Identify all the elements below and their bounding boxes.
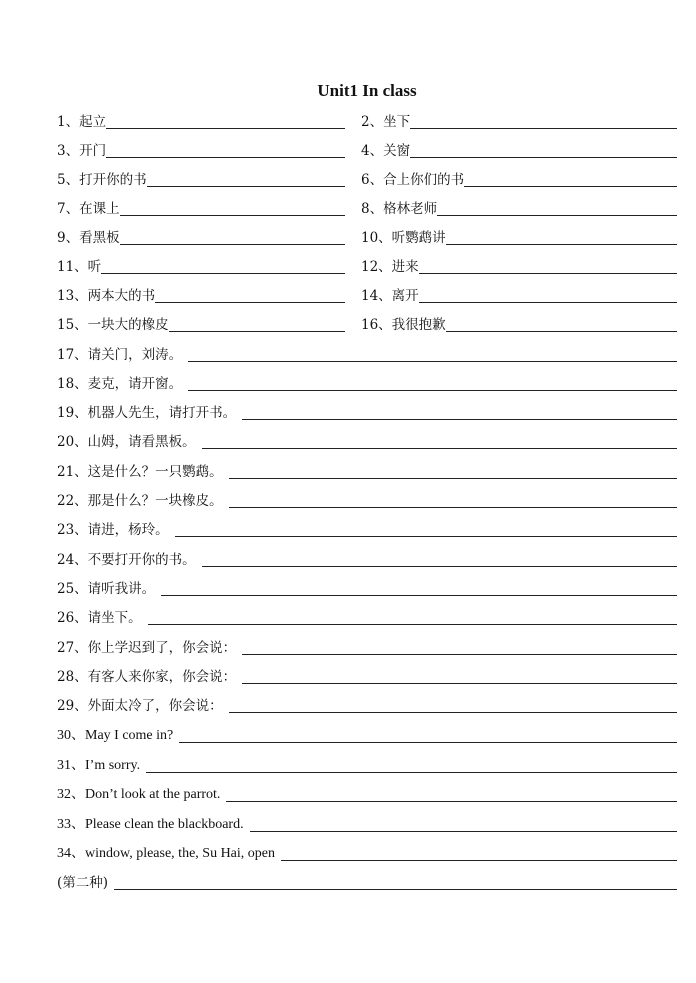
phrase-label: 11、听: [57, 259, 102, 275]
phrase-label: 3、开门: [57, 143, 107, 159]
answer-blank[interactable]: [437, 214, 677, 216]
sentence-row-29: [57, 696, 677, 716]
sentence-label: 32、Don’t look at the parrot.: [57, 787, 221, 802]
sentence-label: 22、那是什么？一块橡皮。: [57, 493, 223, 509]
sentence-label: 17、请关门，刘涛。: [57, 347, 183, 363]
answer-blank[interactable]: [242, 653, 677, 655]
sentence-label: 29、外面太冷了，你会说：: [57, 698, 223, 714]
answer-blank[interactable]: [229, 506, 677, 508]
answer-blank[interactable]: [188, 389, 677, 391]
sentence-row-26: [57, 608, 677, 628]
phrase-row-8-right: [361, 315, 677, 335]
answer-blank[interactable]: [410, 127, 677, 129]
answer-blank[interactable]: [147, 185, 345, 187]
answer-blank[interactable]: [226, 800, 677, 802]
phrase-row-2-right: [361, 141, 677, 161]
sentence-row-33: [57, 815, 677, 835]
answer-blank[interactable]: [419, 272, 677, 274]
answer-blank[interactable]: [175, 535, 677, 537]
answer-blank[interactable]: [229, 711, 677, 713]
phrase-label: 4、关窗: [361, 143, 411, 159]
sentence-row-34: [57, 844, 677, 864]
sentence-label: (第二种): [57, 875, 109, 891]
sentence-row-28: [57, 667, 677, 687]
phrase-row-7-left: [57, 286, 345, 306]
phrase-row-1-left: [57, 112, 345, 132]
answer-blank[interactable]: [161, 594, 677, 596]
sentence-row-22: [57, 491, 677, 511]
phrase-label: 6、合上你们的书: [361, 172, 465, 188]
sentence-label: 23、请进，杨玲。: [57, 522, 169, 538]
phrase-label: 15、一块大的橡皮: [57, 317, 169, 333]
sentence-row-30: [57, 726, 677, 746]
sentence-label: 24、不要打开你的书。: [57, 552, 196, 568]
answer-blank[interactable]: [242, 418, 677, 420]
sentence-row-17: [57, 345, 677, 365]
sentence-label: 21、这是什么？一只鹦鹉。: [57, 464, 223, 480]
answer-blank[interactable]: [155, 301, 345, 303]
answer-blank[interactable]: [179, 741, 677, 743]
answer-blank[interactable]: [101, 272, 345, 274]
answer-blank[interactable]: [446, 243, 677, 245]
sentence-label: 34、window, please, the, Su Hai, open: [57, 846, 275, 861]
phrase-label: 9、看黑板: [57, 230, 120, 246]
sentence-label: 18、麦克，请开窗。: [57, 376, 183, 392]
answer-blank[interactable]: [114, 888, 677, 890]
sentence-row-alt: [57, 873, 677, 893]
answer-blank[interactable]: [120, 243, 345, 245]
phrase-label: 10、听鹦鹉讲: [361, 230, 446, 246]
phrase-row-7-right: [361, 286, 677, 306]
sentence-row-23: [57, 520, 677, 540]
phrase-label: 8、格林老师: [361, 201, 438, 217]
phrase-row-4-left: [57, 199, 345, 219]
sentence-row-21: [57, 462, 677, 482]
sentence-label: 25、请听我讲。: [57, 581, 156, 597]
phrase-row-5-left: [57, 228, 345, 248]
answer-blank[interactable]: [410, 156, 677, 158]
phrase-label: 12、进来: [361, 259, 419, 275]
sentence-row-24: [57, 550, 677, 570]
sentence-row-20: [57, 432, 677, 452]
answer-blank[interactable]: [146, 771, 677, 773]
phrase-row-3-right: [361, 170, 677, 190]
answer-blank[interactable]: [242, 682, 677, 684]
answer-blank[interactable]: [250, 830, 677, 832]
sentence-row-31: [57, 756, 677, 776]
answer-blank[interactable]: [229, 477, 677, 479]
answer-blank[interactable]: [106, 156, 345, 158]
phrase-row-3-left: [57, 170, 345, 190]
sentence-label: 30、May I come in?: [57, 728, 174, 743]
answer-blank[interactable]: [188, 360, 677, 362]
answer-blank[interactable]: [202, 447, 677, 449]
answer-blank[interactable]: [281, 859, 677, 861]
phrase-label: 16、我很抱歉: [361, 317, 446, 333]
sentence-label: 26、请坐下。: [57, 610, 142, 626]
phrase-row-5-right: [361, 228, 677, 248]
sentence-label: 31、I’m sorry.: [57, 758, 141, 773]
answer-blank[interactable]: [202, 565, 677, 567]
sentence-row-27: [57, 638, 677, 658]
answer-blank[interactable]: [419, 301, 677, 303]
sentence-label: 19、机器人先生，请打开书。: [57, 405, 237, 421]
phrase-label: 5、打开你的书: [57, 172, 147, 188]
phrase-row-8-left: [57, 315, 345, 335]
phrase-label: 7、在课上: [57, 201, 120, 217]
worksheet-title: Unit1 In class: [317, 81, 417, 100]
answer-blank[interactable]: [106, 127, 345, 129]
phrase-row-1-right: [361, 112, 677, 132]
sentence-label: 28、有客人来你家，你会说：: [57, 669, 237, 685]
phrase-label: 1、起立: [57, 114, 107, 130]
phrase-label: 14、离开: [361, 288, 419, 304]
sentence-label: 33、Please clean the blackboard.: [57, 817, 244, 832]
phrase-row-2-left: [57, 141, 345, 161]
answer-blank[interactable]: [446, 330, 677, 332]
answer-blank[interactable]: [464, 185, 677, 187]
phrase-row-6-right: [361, 257, 677, 277]
phrase-label: 13、两本大的书: [57, 288, 156, 304]
phrase-row-6-left: [57, 257, 345, 277]
sentence-row-18: [57, 374, 677, 394]
answer-blank[interactable]: [148, 623, 677, 625]
sentence-row-32: [57, 785, 677, 805]
phrase-label: 2、坐下: [361, 114, 411, 130]
sentence-label: 27、你上学迟到了，你会说：: [57, 640, 237, 656]
phrase-row-4-right: [361, 199, 677, 219]
sentence-row-19: [57, 403, 677, 423]
sentence-label: 20、山姆，请看黑板。: [57, 434, 196, 450]
answer-blank[interactable]: [169, 330, 345, 332]
sentence-row-25: [57, 579, 677, 599]
answer-blank[interactable]: [120, 214, 345, 216]
